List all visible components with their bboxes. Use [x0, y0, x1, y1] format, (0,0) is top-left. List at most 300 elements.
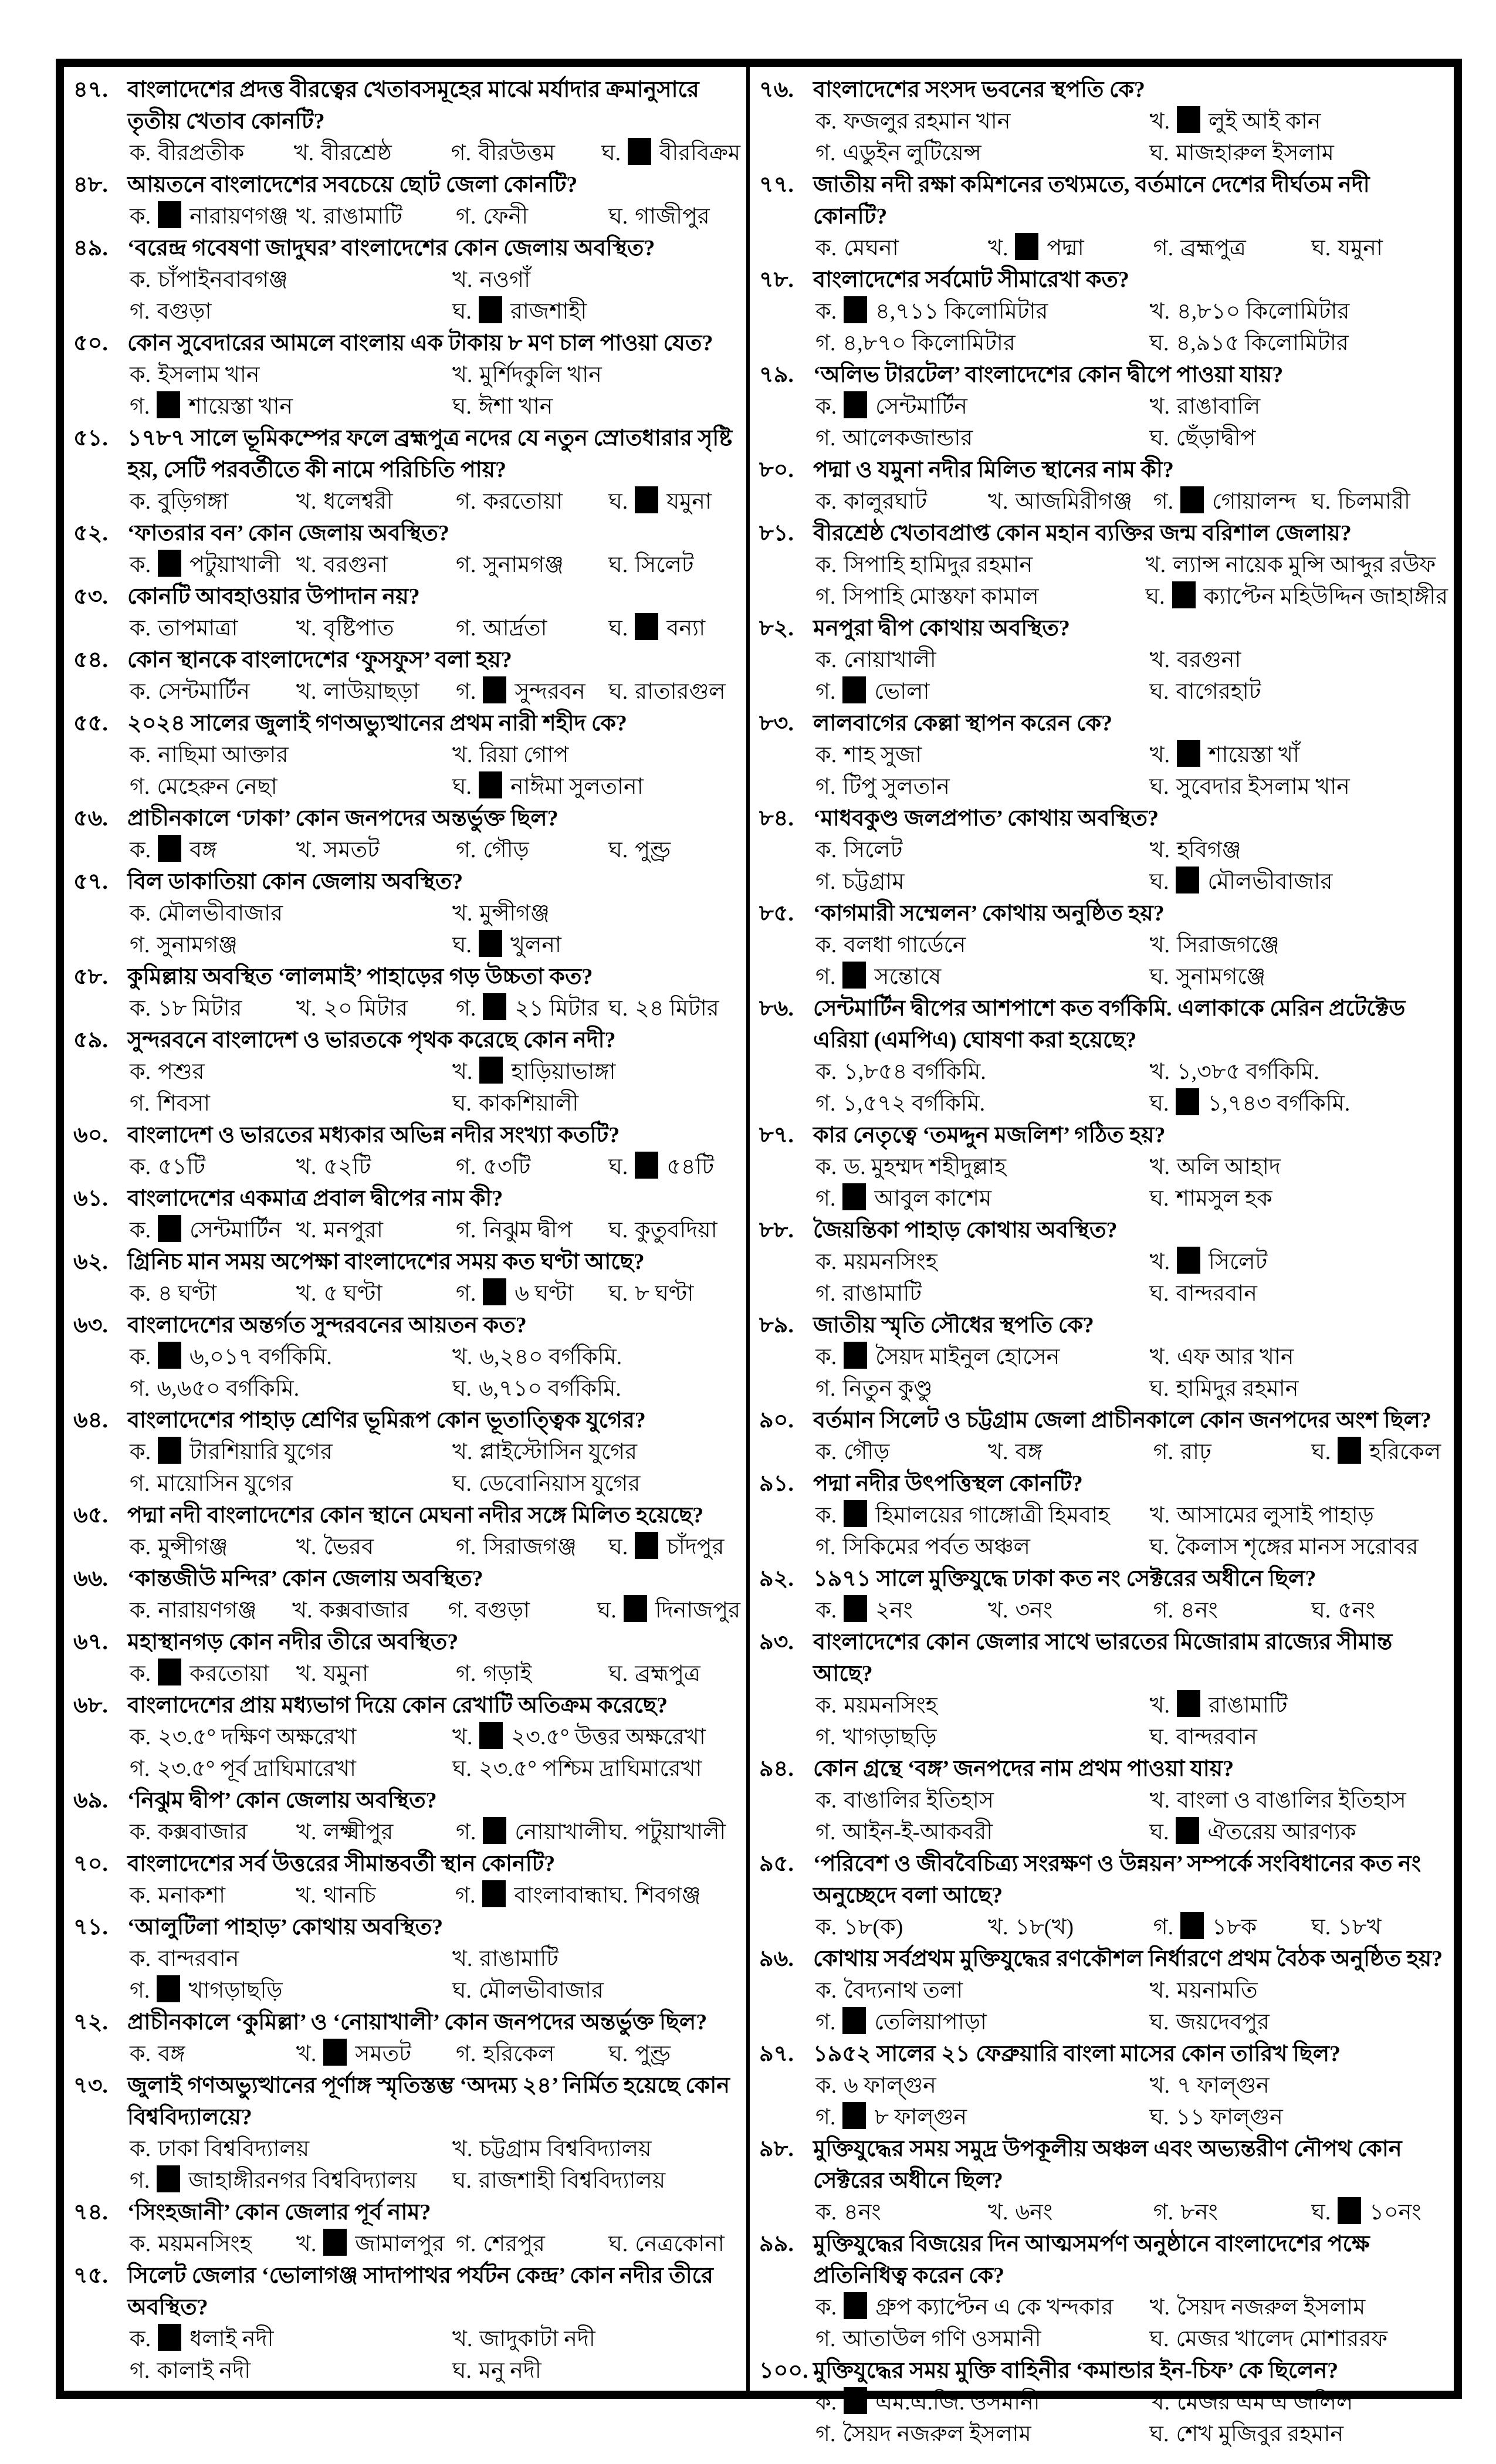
option-item — [597, 1595, 740, 1626]
question-number: ৭২. — [73, 2010, 108, 2035]
option-letter: ঘ. — [1149, 869, 1169, 894]
question-number: ৬১. — [73, 1186, 108, 1211]
option-letter: খ. — [452, 1060, 473, 1084]
option-text: ড. মুহম্মদ শহীদুল্লাহ — [844, 1155, 1007, 1179]
question-item — [759, 993, 1448, 1056]
question-item — [759, 1468, 1448, 1500]
answer-square-icon — [1177, 1247, 1200, 1274]
option-letter: গ. — [455, 616, 476, 641]
option-text: পুণ্ড্র — [635, 2042, 671, 2066]
question-item — [759, 1943, 1448, 1975]
option-item — [1153, 1436, 1312, 1468]
option-text: ৬ ফাল্গুন — [844, 2073, 936, 2098]
question-item — [73, 1785, 740, 1816]
option-item — [815, 581, 1146, 612]
option-letter: খ. — [452, 268, 473, 292]
answer-square-icon — [483, 993, 506, 1020]
question-text: সুন্দরবনে বাংলাদেশ ও ভারতকে পৃথক করেছে কোন নদী? — [127, 1028, 616, 1052]
option-text: চাঁপাইনবাবগঞ্জ — [158, 268, 288, 292]
option-text: ঢাকা বিশ্ববিদ্যালয় — [158, 2137, 310, 2161]
option-letter: খ. — [988, 1915, 1008, 1940]
option-item — [130, 2228, 296, 2260]
option-letter: ক. — [130, 743, 151, 767]
question-text: গ্রিনিচ মান সময় অপেক্ষা বাংলাদেশের সময় কত ঘণ্টা আছে? — [127, 1250, 645, 1274]
options-row — [815, 1595, 1448, 1626]
option-item — [608, 1151, 740, 1183]
answer-square-icon — [479, 930, 502, 957]
question-item — [759, 264, 1448, 296]
option-text: ফজলুর রহমান খান — [844, 109, 1011, 134]
option-item — [130, 2133, 452, 2165]
option-item — [130, 2165, 452, 2196]
option-item — [1153, 486, 1312, 517]
option-item — [815, 1246, 1150, 1278]
option-letter: খ. — [296, 1281, 317, 1306]
option-text: হামিদুর রহমান — [1176, 1376, 1299, 1401]
option-letter: ঘ. — [1149, 1820, 1169, 1844]
option-letter: ঘ. — [608, 553, 628, 577]
option-letter: ঘ. — [608, 996, 628, 1021]
option-text: মাজহারুল ইসলাম — [1176, 141, 1334, 165]
option-item — [1150, 929, 1448, 961]
option-item — [815, 422, 1150, 454]
question-number: ৮৮. — [759, 1218, 794, 1243]
option-text: রাঙামাটি — [323, 204, 402, 229]
option-text: সুনামগঞ্জ — [157, 933, 238, 957]
question-item — [759, 1119, 1448, 1151]
options-row — [130, 1816, 740, 1848]
option-item — [1150, 1088, 1448, 1119]
option-text: সুন্দরবন — [515, 679, 585, 704]
option-item — [130, 1088, 452, 1119]
option-letter: ঘ. — [452, 299, 472, 324]
option-item — [815, 1690, 1150, 1721]
option-text: রিয়া গোপ — [479, 743, 569, 767]
option-letter: খ. — [988, 2200, 1008, 2225]
option-item — [815, 1531, 1150, 1563]
option-text: সুনামগঞ্জ — [483, 553, 564, 577]
question-text: কোন গ্রন্থে ‘বঙ্গ’ জনপদের নাম প্রথম পাওয়া যায়? — [813, 1756, 1234, 1781]
option-item — [815, 106, 1150, 137]
option-item — [452, 1468, 740, 1500]
option-item — [815, 549, 1146, 581]
option-letter: খ. — [1149, 1250, 1170, 1274]
option-letter: ঘ. — [1149, 1725, 1169, 1749]
option-item — [815, 1721, 1150, 1753]
option-item — [815, 739, 1150, 771]
options-row — [130, 2323, 740, 2387]
question-text: বীরশ্রেষ্ঠ খেতাবপ্রাপ্ত কোন মহান ব্যক্তির জন্ম বরিশাল জেলায়? — [813, 521, 1352, 546]
option-item — [296, 993, 456, 1024]
option-item — [815, 644, 1150, 676]
option-item — [130, 834, 296, 866]
question-number: ৮৪. — [759, 806, 794, 831]
option-letter: গ. — [815, 1725, 836, 1749]
option-item — [130, 1880, 296, 1911]
question-item — [73, 581, 740, 612]
question-number: ১০০. — [759, 2358, 808, 2383]
option-item — [815, 1911, 988, 1943]
question-text: বর্তমান সিলেট ও চট্টগ্রাম জেলা প্রাচীনকালে কোন জনপদের অংশ ছিল? — [813, 1408, 1431, 1433]
option-letter: ঘ. — [608, 2232, 628, 2256]
option-item — [815, 1785, 1150, 1816]
question-item — [73, 1404, 740, 1436]
option-text: ময়মনসিংহ — [158, 2232, 252, 2256]
option-letter: গ. — [130, 2168, 150, 2193]
option-letter: ঘ. — [608, 1535, 628, 1559]
option-text: চট্টগ্রাম বিশ্ববিদ্যালয় — [479, 2137, 652, 2161]
option-letter: ক. — [815, 1915, 837, 1940]
option-text: খুলনা — [510, 933, 561, 957]
option-letter: ক. — [130, 1725, 151, 1749]
option-item — [130, 1816, 296, 1848]
option-text: খাগড়াছড়ি — [842, 1725, 937, 1749]
question-text: কোন স্থানকে বাংলাদেশের ‘ফুসফুস’ বলা হয়? — [127, 648, 512, 672]
question-text: ‘মাধবকুণ্ড জলপ্রপাত’ কোথায় অবস্থিত? — [813, 806, 1159, 831]
question-number: ৯১. — [759, 1471, 794, 1496]
options-row — [130, 898, 740, 961]
question-item — [759, 2228, 1448, 2292]
option-letter: ঘ. — [1149, 964, 1169, 989]
option-text: ১৮ক — [1212, 1915, 1257, 1940]
question-number: ৭৯. — [759, 363, 794, 387]
option-text: হরিকেল — [483, 2042, 555, 2066]
answer-square-icon — [635, 486, 658, 513]
option-text: মৌলভীবাজার — [158, 901, 283, 926]
option-letter: ঘ. — [452, 394, 472, 419]
options-row — [130, 739, 740, 803]
question-item — [73, 644, 740, 676]
option-letter: ঘ. — [608, 838, 628, 862]
option-letter: খ. — [452, 901, 473, 926]
option-text: ৪ ঘণ্টা — [158, 1281, 217, 1306]
question-text: কুমিল্লায় অবস্থিত ‘লালমাই’ পাহাড়ের গড় উচ্চতা কত? — [127, 964, 593, 989]
question-number: ৬০. — [73, 1123, 108, 1148]
answer-square-icon — [157, 1975, 180, 2002]
question-item — [73, 232, 740, 264]
option-text: ৫ ঘণ্টা — [323, 1281, 383, 1306]
left-column — [64, 67, 746, 2391]
option-text: ব্রহ্মপুত্র — [1180, 236, 1246, 260]
option-letter: ক. — [815, 1598, 837, 1623]
option-item — [988, 486, 1153, 517]
option-text: ১৮(ক) — [844, 1915, 903, 1940]
option-item — [130, 1373, 452, 1404]
option-letter: ক. — [815, 1250, 837, 1274]
option-letter: গ. — [130, 1978, 150, 2003]
option-letter: ঘ. — [452, 2168, 472, 2193]
option-letter: ক. — [130, 679, 151, 704]
answer-square-icon — [635, 1532, 658, 1559]
option-text: শেখ মুজিবুর রহমান — [1176, 2422, 1344, 2446]
option-item — [815, 1816, 1150, 1848]
option-letter: খ. — [452, 363, 473, 387]
options-row — [130, 1531, 740, 1563]
option-item — [608, 1214, 740, 1246]
option-item — [608, 549, 740, 581]
option-letter: খ. — [296, 204, 317, 229]
option-letter: খ. — [452, 1725, 473, 1749]
option-item — [1150, 2006, 1448, 2038]
option-text: ৪,৯১৫ কিলোমিটার — [1176, 331, 1349, 356]
option-item — [1150, 1373, 1448, 1404]
question-text: ১৯৫২ সালের ২১ ফেব্রুয়ারি বাংলা মাসের কোন তারিখ ছিল? — [813, 2042, 1341, 2066]
option-letter: গ. — [455, 1883, 476, 1908]
answer-square-icon — [482, 1880, 506, 1907]
option-item — [1150, 2418, 1448, 2450]
option-item — [1150, 2323, 1448, 2355]
option-text: হরিকেল — [1369, 1440, 1441, 1464]
option-text: সিরাজগঞ্জে — [1176, 933, 1280, 957]
option-letter: গ. — [130, 774, 150, 799]
option-letter: গ. — [455, 679, 476, 704]
option-letter: গ. — [130, 1471, 150, 1496]
option-text: সেন্টমার্টিন — [189, 1218, 282, 1243]
option-letter: ক. — [815, 2200, 837, 2225]
option-item — [456, 1658, 608, 1690]
option-text: আইন-ই-আকবরী — [842, 1820, 993, 1844]
question-item — [73, 803, 740, 834]
option-text: ১,৮৫৪ বর্গকিমি. — [844, 1060, 986, 1084]
option-item — [988, 2196, 1153, 2228]
option-text: সিপাহি মোস্তফা কামাল — [842, 584, 1039, 609]
option-letter: ঘ. — [452, 1756, 472, 1781]
question-text: জৈয়ন্তিকা পাহাড় কোথায় অবস্থিত? — [813, 1218, 1118, 1243]
option-item — [1311, 1436, 1448, 1468]
question-number: ৭১. — [73, 1915, 108, 1940]
question-text: বাংলাদেশের একমাত্র প্রবাল দ্বীপের নাম কী? — [127, 1186, 503, 1211]
options-row — [130, 1721, 740, 1785]
option-letter: খ. — [296, 1883, 316, 1908]
option-text: বৃষ্টিপাত — [323, 616, 394, 641]
question-text: বাংলাদেশের সর্ব উত্তরের সীমান্তবর্তী স্থান কোনটি? — [127, 1852, 556, 1876]
option-letter: ঘ. — [608, 2042, 628, 2066]
option-item — [815, 2006, 1150, 2038]
option-letter: ঘ. — [608, 1218, 628, 1243]
option-item — [456, 993, 608, 1024]
option-letter: খ. — [296, 553, 317, 577]
option-letter: ঘ. — [452, 1376, 472, 1401]
answer-square-icon — [1177, 1690, 1200, 1717]
option-text: অলি আহাদ — [1176, 1155, 1281, 1179]
option-text: যমুনা — [666, 489, 712, 514]
option-letter: গ. — [815, 1535, 836, 1559]
question-number: ৯৩. — [759, 1630, 794, 1654]
question-item — [73, 517, 740, 549]
option-letter: খ. — [452, 1947, 473, 1971]
option-letter: ক. — [815, 2295, 837, 2320]
option-item — [1311, 486, 1448, 517]
option-text: মেজর এম এ জলিল — [1176, 2390, 1353, 2415]
question-text: ‘নিঝুম দ্বীপ’ কোন জেলায় অবস্থিত? — [127, 1788, 437, 1813]
option-item — [609, 1880, 740, 1911]
option-item — [1150, 644, 1448, 676]
options-row — [815, 486, 1448, 517]
option-text: গৌড় — [844, 1440, 890, 1464]
question-text: প্রাচীনকালে ‘ঢাকা’ কোন জনপদের অন্তর্ভুক্ত ছিল? — [127, 806, 559, 831]
option-text: নারায়ণগঞ্জ — [158, 1598, 257, 1623]
option-letter: খ. — [296, 679, 317, 704]
option-item — [456, 1816, 608, 1848]
option-letter: ঘ. — [1149, 2327, 1169, 2351]
option-text: সুনামগঞ্জে — [1176, 964, 1266, 989]
question-item — [759, 803, 1448, 834]
option-text: ২৪ মিটার — [635, 996, 719, 1021]
answer-square-icon — [842, 2007, 866, 2034]
option-item — [1150, 422, 1448, 454]
option-letter: ঘ. — [1311, 2200, 1331, 2225]
options-row — [130, 137, 740, 169]
option-item — [452, 1436, 740, 1468]
question-item — [73, 1246, 740, 1278]
question-item — [759, 74, 1448, 106]
options-row — [130, 1880, 740, 1911]
option-item — [130, 1975, 452, 2006]
option-letter: গ. — [1153, 1440, 1174, 1464]
option-letter: ক. — [815, 1693, 837, 1718]
option-item — [130, 1753, 452, 1785]
option-letter: খ. — [1149, 299, 1170, 324]
option-letter: ক. — [815, 1345, 837, 1369]
answer-square-icon — [158, 2324, 181, 2351]
option-text: চট্টগ্রাম — [842, 869, 905, 894]
options-row — [815, 644, 1448, 708]
question-text: বাংলাদেশের অন্তর্গত সুন্দরবনের আয়তন কত? — [127, 1313, 527, 1338]
option-letter: খ. — [296, 1661, 317, 1686]
option-text: পটুয়াখালী — [189, 553, 281, 577]
question-paper-frame — [56, 59, 1462, 2446]
option-text: বলধা গার্ডেনে — [844, 933, 966, 957]
option-letter: ক. — [815, 2073, 837, 2098]
option-letter: ক. — [815, 2390, 837, 2415]
question-text: সিলেট জেলার ‘ভোলাগঞ্জ সাদাপাথর পর্যটন কেন্দ্র’ কোন নদীর তীরে অবস্থিত? — [127, 2263, 713, 2320]
question-item — [759, 359, 1448, 391]
option-letter: ক. — [815, 1060, 837, 1084]
question-text: জাতীয় স্মৃতি সৌধের স্থপতি কে? — [813, 1313, 1094, 1338]
options-row — [815, 2387, 1448, 2450]
option-item — [452, 1373, 740, 1404]
question-number: ৫১. — [73, 426, 108, 451]
option-letter: গ. — [455, 996, 476, 1021]
option-text: সৈয়দ মাইনুল হোসেন — [875, 1345, 1060, 1369]
option-letter: গ. — [815, 1281, 836, 1306]
option-item — [456, 1151, 608, 1183]
option-letter: খ. — [1149, 838, 1170, 862]
answer-square-icon — [483, 1817, 506, 1844]
option-letter: খ. — [452, 743, 473, 767]
option-item — [130, 137, 294, 169]
option-letter: ক. — [130, 1155, 151, 1179]
options-row — [130, 1278, 740, 1309]
question-number: ৮৯. — [759, 1313, 794, 1338]
question-number: ৫৯. — [73, 1028, 108, 1052]
option-item — [452, 1943, 740, 1975]
question-number: ৪৮. — [73, 172, 108, 197]
option-item — [1150, 1278, 1448, 1309]
option-letter: ঘ. — [608, 1155, 628, 1179]
answer-square-icon — [844, 1595, 867, 1622]
option-letter: ঘ. — [452, 774, 472, 799]
option-item — [130, 201, 296, 232]
question-text: ‘কান্তজীউ মন্দির’ কোন জেলায় অবস্থিত? — [127, 1566, 483, 1591]
option-item — [815, 327, 1150, 359]
question-item — [759, 517, 1448, 549]
answer-square-icon — [844, 2387, 867, 2414]
question-item — [759, 169, 1448, 232]
option-item — [452, 1088, 740, 1119]
option-text: মৌলভীবাজার — [478, 1978, 604, 2003]
option-text: তাপমাত্রা — [158, 616, 238, 641]
option-item — [815, 1088, 1150, 1119]
option-item — [608, 612, 740, 644]
question-number: ৬৪. — [73, 1408, 108, 1433]
option-item — [815, 2101, 1150, 2133]
question-text: কার নেতৃত্বে ‘তমদ্দুন মজলিশ’ গঠিত হয়? — [813, 1123, 1166, 1148]
option-item — [130, 1436, 452, 1468]
option-item — [1311, 1595, 1448, 1626]
option-letter: গ. — [1153, 236, 1174, 260]
question-number: ৬৮. — [73, 1693, 108, 1718]
options-row — [815, 1500, 1448, 1563]
option-text: মনপুরা — [323, 1218, 383, 1243]
option-item — [452, 898, 740, 929]
options-row — [815, 391, 1448, 454]
option-text: যমুনা — [323, 1661, 369, 1686]
option-letter: ঘ. — [608, 1281, 628, 1306]
option-text: রাঢ় — [1180, 1440, 1211, 1464]
option-letter: ঘ. — [1149, 1376, 1169, 1401]
option-letter: ঘ. — [452, 2358, 472, 2383]
option-text: বুড়িগঙ্গা — [158, 489, 229, 514]
option-letter: ঘ. — [608, 616, 628, 641]
question-number: ৮৭. — [759, 1123, 794, 1148]
option-item — [815, 1183, 1150, 1214]
option-letter: খ. — [1149, 109, 1170, 134]
option-item — [815, 2418, 1150, 2450]
option-item — [815, 1056, 1150, 1088]
answer-square-icon — [157, 391, 180, 418]
option-text: ২৩.৫° দক্ষিণ অক্ষরেখা — [158, 1725, 357, 1749]
answer-square-icon — [844, 296, 867, 323]
option-item — [292, 1595, 448, 1626]
option-text: শায়েস্তা খান — [188, 394, 293, 419]
option-item — [296, 201, 456, 232]
option-letter: খ. — [296, 1820, 317, 1844]
question-text: আয়তনে বাংলাদেশের সবচেয়ে ছোট জেলা কোনটি? — [127, 172, 578, 197]
question-item — [73, 74, 740, 137]
option-item — [1150, 296, 1448, 327]
option-text: সুবেদার ইসলাম খান — [1176, 774, 1350, 799]
question-number: ৭৩. — [73, 2073, 108, 2098]
option-text: টিপু সুলতান — [842, 774, 950, 799]
question-item — [759, 1753, 1448, 1785]
option-letter: ক. — [130, 1535, 151, 1559]
option-item — [296, 486, 456, 517]
question-item — [759, 2133, 1448, 2196]
answer-square-icon — [1177, 106, 1200, 133]
option-text: রাঙামাটি — [479, 1947, 559, 1971]
option-letter: গ. — [130, 1376, 150, 1401]
question-text: মুক্তিযুদ্ধের বিজয়ের দিন আত্মসমর্পণ অনুষ্ঠানে বাংলাদেশের পক্ষে প্রতিনিধিত্ব করেন কে? — [813, 2232, 1370, 2288]
option-letter: গ. — [815, 584, 836, 609]
option-item — [452, 264, 740, 296]
options-row — [815, 1246, 1448, 1309]
answer-square-icon — [844, 1500, 867, 1527]
option-text: জাহাঙ্গীরনগর বিশ্ববিদ্যালয় — [188, 2168, 417, 2193]
answer-square-icon — [158, 835, 181, 862]
question-item — [759, 1848, 1448, 1911]
option-text: মৌলভীবাজার — [1207, 869, 1333, 894]
